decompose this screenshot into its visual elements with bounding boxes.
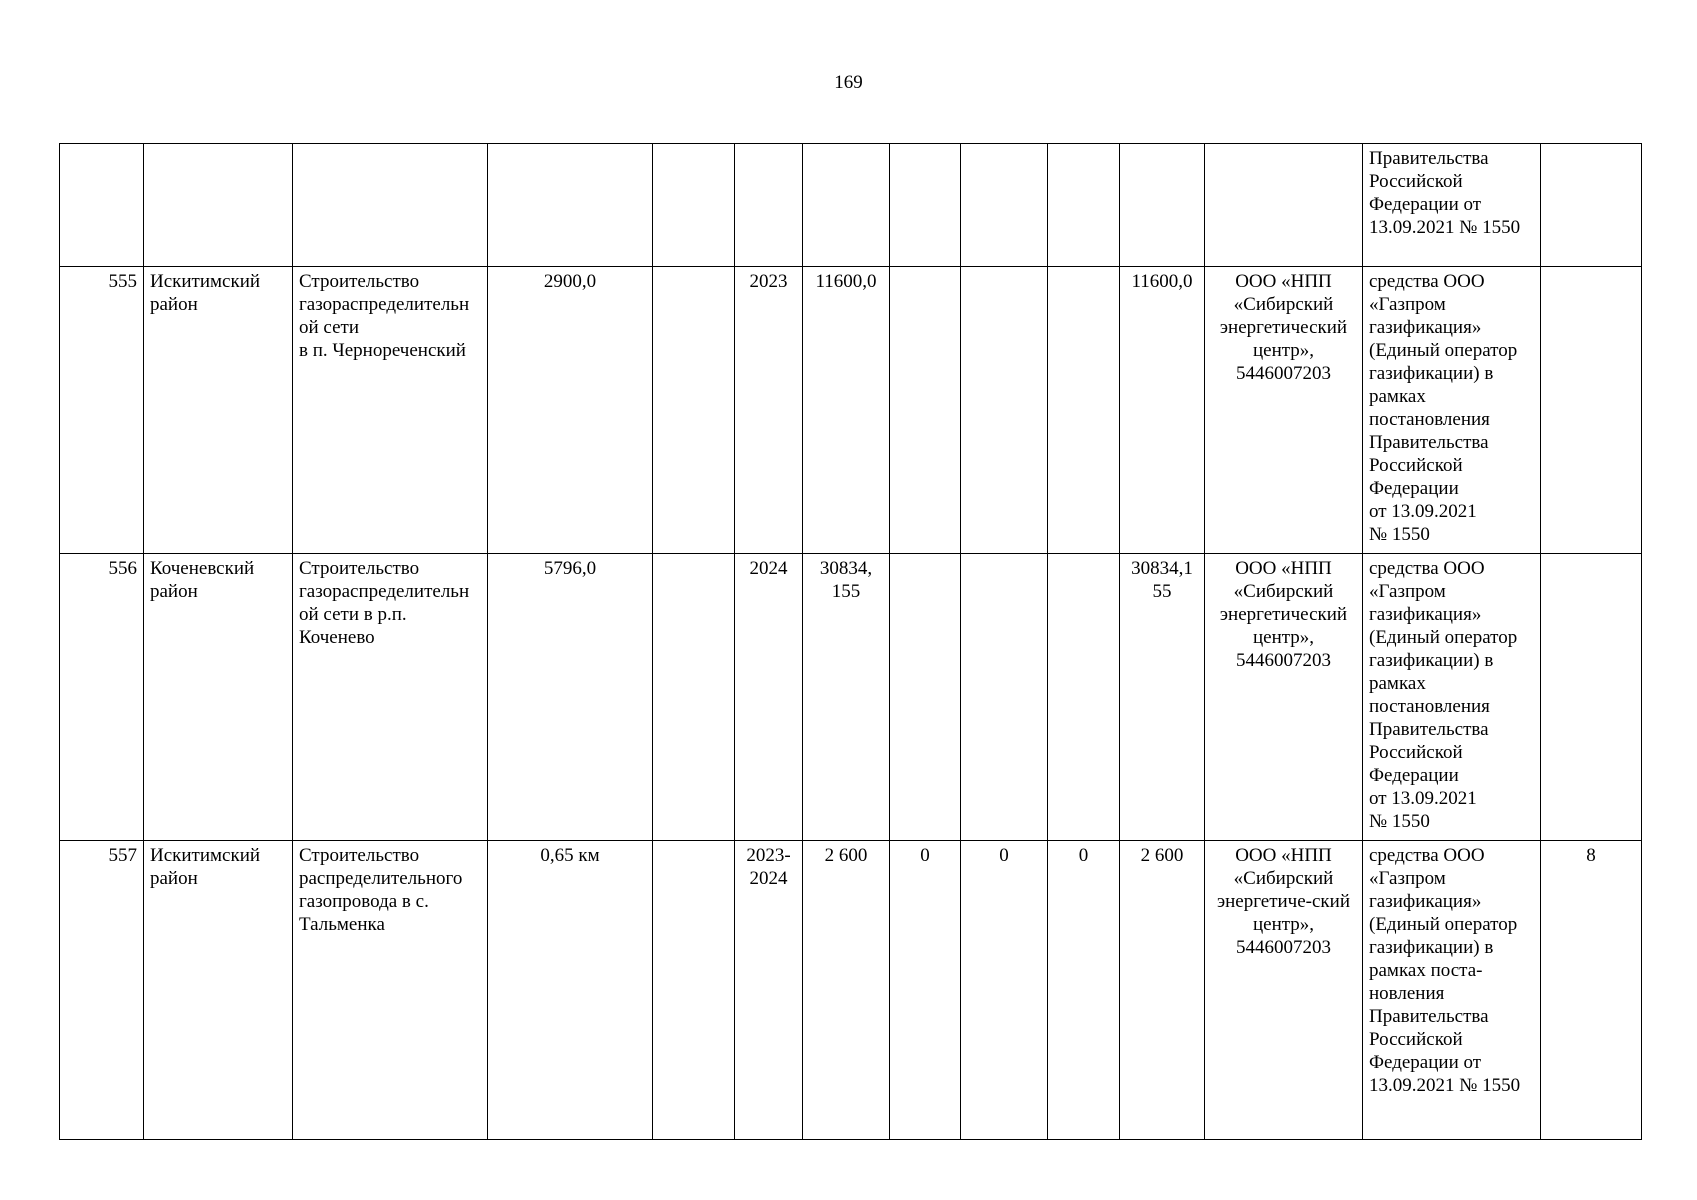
cell-line: Российской <box>1369 455 1463 476</box>
cell-line: газораспределительн <box>299 581 470 602</box>
cell-line: Федерации от <box>1369 1052 1482 1073</box>
cell-line: 11600,0 <box>1131 271 1193 292</box>
cell-line: центр», <box>1252 340 1315 361</box>
cell-number: 556 <box>60 554 144 841</box>
cell-operator <box>1205 554 1363 841</box>
cell-district <box>144 554 293 841</box>
cell-line: Коченевский <box>150 558 255 579</box>
cell-line: газификация» <box>1369 317 1482 338</box>
cell-col5 <box>653 267 735 554</box>
cell-col8 <box>890 554 961 841</box>
cell-line: 2 600 <box>824 845 868 866</box>
cell-col5 <box>653 554 735 841</box>
cell-col8 <box>890 267 961 554</box>
cell-source <box>1363 554 1541 841</box>
cell-district <box>144 267 293 554</box>
cell-line: Коченево <box>299 627 375 648</box>
cell-operator <box>1205 267 1363 554</box>
cell-col10 <box>1048 144 1120 267</box>
cell-col9: 0 <box>961 841 1048 1140</box>
cell-line: газификации) в <box>1369 650 1494 671</box>
cell-total <box>803 267 890 554</box>
cell-source <box>1363 267 1541 554</box>
cell-operator <box>1205 841 1363 1140</box>
cell-line: 30834,1 <box>1131 558 1193 579</box>
cell-line: Искитимский <box>150 845 261 866</box>
cell-line: № 1550 <box>1369 811 1430 832</box>
cell-line: 2024 <box>749 868 788 889</box>
cell-object <box>293 144 488 267</box>
cell-line: газификации) в <box>1369 363 1494 384</box>
cell-line: постановления <box>1369 409 1490 430</box>
cell-col10 <box>1048 267 1120 554</box>
table-row <box>60 144 1642 267</box>
cell-line: энергетический <box>1219 317 1348 338</box>
cell-line: район <box>150 294 198 315</box>
cell-line: ой сети в р.п. <box>299 604 407 625</box>
cell-line: (Единый оператор <box>1369 627 1518 648</box>
cell-line: постановления <box>1369 696 1490 717</box>
cell-line: центр», <box>1252 914 1315 935</box>
cell-line: Тальменка <box>299 914 385 935</box>
cell-line: Правительства <box>1369 719 1489 740</box>
cell-line: от 13.09.2021 <box>1369 501 1477 522</box>
cell-col14: 8 <box>1541 841 1642 1140</box>
cell-line: «Сибирский <box>1233 581 1334 602</box>
cell-line: от 13.09.2021 <box>1369 788 1477 809</box>
cell-line: (Единый оператор <box>1369 340 1518 361</box>
cell-line: ООО «НПП <box>1235 558 1332 579</box>
cell-line: Российской <box>1369 171 1463 192</box>
cell-line: Строительство <box>299 271 420 292</box>
cell-line: газификация» <box>1369 604 1482 625</box>
cell-line: Федерации от <box>1369 194 1482 215</box>
cell-object <box>293 841 488 1140</box>
cell-line: 2024 <box>749 558 788 579</box>
cell-col9 <box>961 267 1048 554</box>
cell-line: Строительство <box>299 558 420 579</box>
cell-col5 <box>653 144 735 267</box>
cell-col8 <box>890 144 961 267</box>
cell-col11 <box>1120 267 1205 554</box>
cell-line: 13.09.2021 № 1550 <box>1369 1075 1521 1096</box>
cell-line: энергетиче-ский <box>1216 891 1351 912</box>
cell-line: «Сибирский <box>1233 868 1334 889</box>
cell-line: новления <box>1369 983 1445 1004</box>
cell-line: Федерации <box>1369 478 1459 499</box>
cell-source <box>1363 841 1541 1140</box>
cell-years <box>735 267 803 554</box>
cell-col8: 0 <box>890 841 961 1140</box>
cell-line: район <box>150 581 198 602</box>
cell-line: ООО «НПП <box>1235 271 1332 292</box>
cell-object <box>293 554 488 841</box>
cell-line: средства ООО <box>1369 271 1485 292</box>
cell-col14 <box>1541 554 1642 841</box>
cell-line: № 1550 <box>1369 524 1430 545</box>
cell-line: Правительства <box>1369 148 1489 169</box>
cell-line: газификация» <box>1369 891 1482 912</box>
cell-object <box>293 267 488 554</box>
cell-line: средства ООО <box>1369 558 1485 579</box>
cell-district <box>144 144 293 267</box>
cell-line: газификации) в <box>1369 937 1494 958</box>
cell-line: район <box>150 868 198 889</box>
cell-capacity <box>488 144 653 267</box>
cell-line: Российской <box>1369 742 1463 763</box>
cell-line: 13.09.2021 № 1550 <box>1369 217 1521 238</box>
cell-line: Правительства <box>1369 1006 1489 1027</box>
table-row <box>60 554 1642 841</box>
cell-operator <box>1205 144 1363 267</box>
table-row <box>60 267 1642 554</box>
cell-line: центр», <box>1252 627 1315 648</box>
cell-line: в п. Чернореченский <box>299 340 466 361</box>
cell-line: рамках <box>1369 386 1426 407</box>
cell-line: Федерации <box>1369 765 1459 786</box>
cell-line: Строительство <box>299 845 420 866</box>
cell-line: Правительства <box>1369 432 1489 453</box>
cell-line: Искитимский <box>150 271 261 292</box>
cell-col11 <box>1120 554 1205 841</box>
cell-col9 <box>961 144 1048 267</box>
cell-line: «Газпром <box>1369 868 1446 889</box>
cell-line: 2023- <box>746 845 791 866</box>
cell-col10: 0 <box>1048 841 1120 1140</box>
cell-number: 555 <box>60 267 144 554</box>
cell-line: 2023 <box>749 271 788 292</box>
cell-years <box>735 841 803 1140</box>
page-number: 169 <box>834 72 863 93</box>
cell-years <box>735 144 803 267</box>
cell-line: энергетический <box>1219 604 1348 625</box>
cell-col5 <box>653 841 735 1140</box>
cell-line: 5446007203 <box>1236 650 1331 671</box>
cell-line: «Сибирский <box>1233 294 1334 315</box>
cell-total <box>803 841 890 1140</box>
cell-number <box>60 144 144 267</box>
cell-line: «Газпром <box>1369 294 1446 315</box>
cell-total <box>803 554 890 841</box>
cell-line: ООО «НПП <box>1235 845 1332 866</box>
cell-col14 <box>1541 144 1642 267</box>
cell-col9 <box>961 554 1048 841</box>
cell-line: газораспределительн <box>299 294 470 315</box>
cell-capacity: 0,65 км <box>488 841 653 1140</box>
cell-col11 <box>1120 144 1205 267</box>
cell-capacity: 5796,0 <box>488 554 653 841</box>
cell-line: Российской <box>1369 1029 1463 1050</box>
cell-line: «Газпром <box>1369 581 1446 602</box>
cell-line: 55 <box>1152 581 1172 602</box>
cell-line: распределительного <box>299 868 463 889</box>
cell-col14 <box>1541 267 1642 554</box>
cell-years <box>735 554 803 841</box>
cell-total <box>803 144 890 267</box>
cell-line: ой сети <box>299 317 359 338</box>
cell-source <box>1363 144 1541 267</box>
cell-district <box>144 841 293 1140</box>
cell-line: (Единый оператор <box>1369 914 1518 935</box>
table-row <box>60 841 1642 1140</box>
cell-line: рамках поста- <box>1369 960 1483 981</box>
cell-number: 557 <box>60 841 144 1140</box>
cell-line: рамках <box>1369 673 1426 694</box>
cell-col10 <box>1048 554 1120 841</box>
cell-line: газопровода в с. <box>299 891 429 912</box>
cell-capacity: 2900,0 <box>488 267 653 554</box>
cell-line: средства ООО <box>1369 845 1485 866</box>
cell-col11 <box>1120 841 1205 1140</box>
cell-line: 11600,0 <box>815 271 877 292</box>
cell-line: 2 600 <box>1140 845 1184 866</box>
cell-line: 30834, <box>819 558 873 579</box>
investment-program-table <box>59 143 1642 1140</box>
cell-line: 155 <box>831 581 861 602</box>
cell-line: 5446007203 <box>1236 363 1331 384</box>
cell-line: 5446007203 <box>1236 937 1331 958</box>
